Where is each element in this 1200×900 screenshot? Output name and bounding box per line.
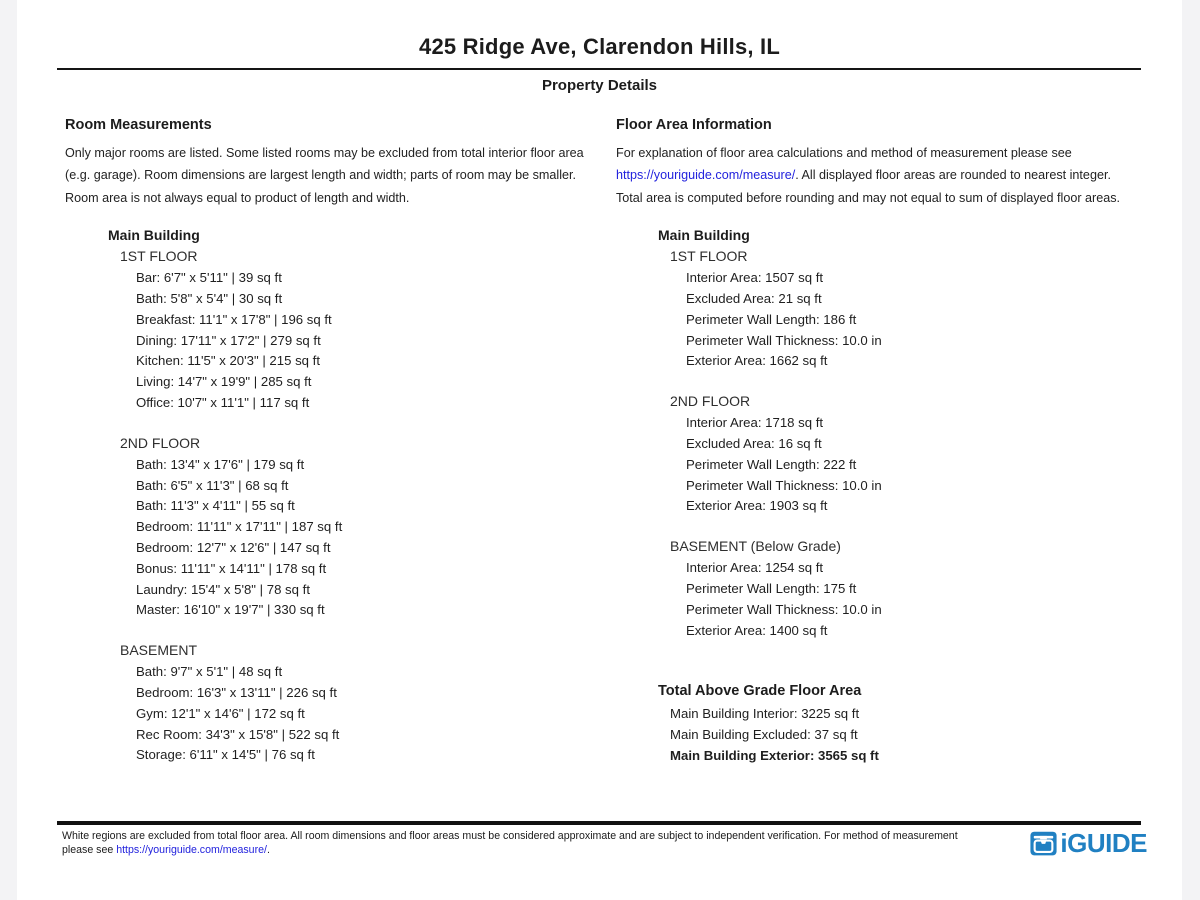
- iguide-logo-text: iGUIDE: [1060, 828, 1147, 858]
- room-row: Laundry: 15'4" x 5'8" | 78 sq ft: [136, 581, 310, 597]
- stat-row: Interior Area: 1718 sq ft: [686, 415, 824, 431]
- document-page: [17, 0, 1182, 900]
- stat-row: Perimeter Wall Length: 222 ft: [686, 456, 857, 472]
- floor-name: 1ST FLOOR: [670, 248, 748, 265]
- room-row: Bonus: 11'11" x 14'11" | 178 sq ft: [136, 560, 327, 576]
- room-row: Bedroom: 11'11" x 17'11" | 187 sq ft: [136, 519, 343, 535]
- room-row: Bath: 9'7" x 5'1" | 48 sq ft: [136, 664, 283, 680]
- footer-disclaimer: [57, 829, 987, 857]
- area-block-basement: [658, 536, 1142, 641]
- floor-name: BASEMENT (Below Grade): [670, 538, 841, 555]
- floor-block-2nd: [108, 433, 616, 621]
- floor-area-heading: Floor Area Information: [616, 117, 772, 133]
- iguide-logo: [1030, 830, 1147, 857]
- total-above-grade-block: [616, 681, 1142, 766]
- stat-row: Exterior Area: 1903 sq ft: [686, 498, 828, 514]
- stat-row: Excluded Area: 16 sq ft: [686, 436, 822, 451]
- stat-row: Interior Area: 1254 sq ft: [686, 560, 824, 576]
- floor-block-basement: [108, 640, 616, 766]
- room-row: Storage: 6'11" x 14'5" | 76 sq ft: [136, 747, 315, 763]
- floor-area-desc-start: For explanation of floor area calculations and method of measurement please see: [616, 146, 1072, 160]
- stat-row: Exterior Area: 1400 sq ft: [686, 622, 828, 638]
- floor-name: 2ND FLOOR: [120, 434, 201, 451]
- measure-link[interactable]: https://youriguide.com/measure/: [616, 168, 796, 183]
- area-block-1st: [658, 246, 1142, 372]
- stat-row: Perimeter Wall Thickness: 10.0 in: [686, 601, 882, 617]
- totals-row-exterior: Main Building Exterior: 3565 sq ft: [670, 747, 879, 763]
- room-row: Bedroom: 12'7" x 12'6" | 147 sq ft: [136, 539, 331, 555]
- room-row: Living: 14'7" x 19'9" | 285 sq ft: [136, 374, 312, 390]
- room-measurements-description: Only major rooms are listed. Some listed rooms may be excluded from total interior floor area (e.g. garage). Room dimensions are largest length and width; parts of room may be smaller. Room area is not always equal to product of length and width.: [65, 146, 584, 205]
- floor-name: 1ST FLOOR: [120, 248, 198, 265]
- stat-row: Perimeter Wall Length: 186 ft: [686, 311, 857, 327]
- room-row: Office: 10'7" x 11'1" | 117 sq ft: [136, 395, 310, 410]
- room-row: Bath: 6'5" x 11'3" | 68 sq ft: [136, 477, 289, 493]
- area-block-2nd: [658, 391, 1142, 517]
- room-measurements-section: [65, 117, 616, 767]
- content-columns: [17, 117, 1182, 767]
- floor-area-desc-end: . All displayed floor areas are rounded to nearest integer. Total area is computed before rounding and may not equal to sum of displayed floor areas.: [616, 168, 1121, 205]
- footer-disclaimer-start: White regions are excluded from total floor area. All room dimensions and floor areas must be considered approximate and are subject to independent verification. For method of measurement please see: [62, 830, 958, 856]
- totals-row: Main Building Excluded: 37 sq ft: [670, 727, 858, 743]
- totals-row: Main Building Interior: 3225 sq ft: [670, 706, 860, 722]
- totals-list: [658, 704, 1142, 766]
- room-measurements-heading: Room Measurements: [65, 117, 212, 133]
- floor-area-building-block: [616, 225, 1142, 641]
- room-row: Master: 16'10" x 19'7" | 330 sq ft: [136, 602, 325, 618]
- floor-name: 2ND FLOOR: [670, 393, 751, 410]
- footer: [57, 821, 1147, 857]
- room-row: Rec Room: 34'3" x 15'8" | 522 sq ft: [136, 726, 340, 742]
- page-subtitle: Property Details: [541, 77, 658, 94]
- stat-row: Perimeter Wall Length: 175 ft: [686, 580, 857, 596]
- stat-row: Excluded Area: 21 sq ft: [686, 291, 822, 307]
- room-row: Breakfast: 11'1" x 17'8" | 196 sq ft: [136, 311, 332, 327]
- room-row: Bedroom: 16'3" x 13'11" | 226 sq ft: [136, 684, 337, 700]
- room-row: Dining: 17'11" x 17'2" | 279 sq ft: [136, 332, 321, 348]
- room-row: Bath: 13'4" x 17'6" | 179 sq ft: [136, 456, 305, 472]
- room-row: Bath: 11'3" x 4'11" | 55 sq ft: [136, 498, 295, 514]
- totals-heading: Total Above Grade Floor Area: [658, 683, 862, 700]
- stat-list: [670, 413, 1142, 517]
- floor-block-1st: [108, 246, 616, 414]
- room-row: Bar: 6'7" x 5'11" | 39 sq ft: [136, 270, 282, 286]
- building-name: Main Building: [108, 227, 200, 244]
- room-row: Kitchen: 11'5" x 20'3" | 215 sq ft: [136, 353, 320, 369]
- room-list: [120, 268, 616, 414]
- room-list: [120, 455, 616, 621]
- iguide-camera-icon: [1030, 830, 1057, 857]
- footer-divider: [57, 821, 1141, 825]
- stat-row: Perimeter Wall Thickness: 10.0 in: [686, 477, 882, 493]
- stat-row: Perimeter Wall Thickness: 10.0 in: [686, 332, 882, 348]
- room-row: Gym: 12'1" x 14'6" | 172 sq ft: [136, 705, 305, 721]
- floor-area-description: [616, 142, 1139, 209]
- building-name: Main Building: [658, 227, 750, 244]
- floor-area-section: [616, 117, 1182, 767]
- stat-list: [670, 558, 1142, 641]
- floor-name: BASEMENT: [120, 642, 198, 659]
- stat-list: [670, 268, 1142, 372]
- title-divider: [57, 68, 1141, 70]
- footer-disclaimer-end: .: [266, 844, 270, 856]
- room-row: Bath: 5'8" x 5'4" | 30 sq ft: [136, 291, 283, 307]
- stat-row: Exterior Area: 1662 sq ft: [686, 353, 828, 369]
- stat-row: Interior Area: 1507 sq ft: [686, 270, 824, 286]
- page-title: 425 Ridge Ave, Clarendon Hills, IL: [419, 34, 780, 59]
- footer-measure-link[interactable]: https://youriguide.com/measure/: [116, 844, 267, 856]
- room-measurements-building-block: [65, 225, 616, 766]
- room-list: [120, 662, 616, 766]
